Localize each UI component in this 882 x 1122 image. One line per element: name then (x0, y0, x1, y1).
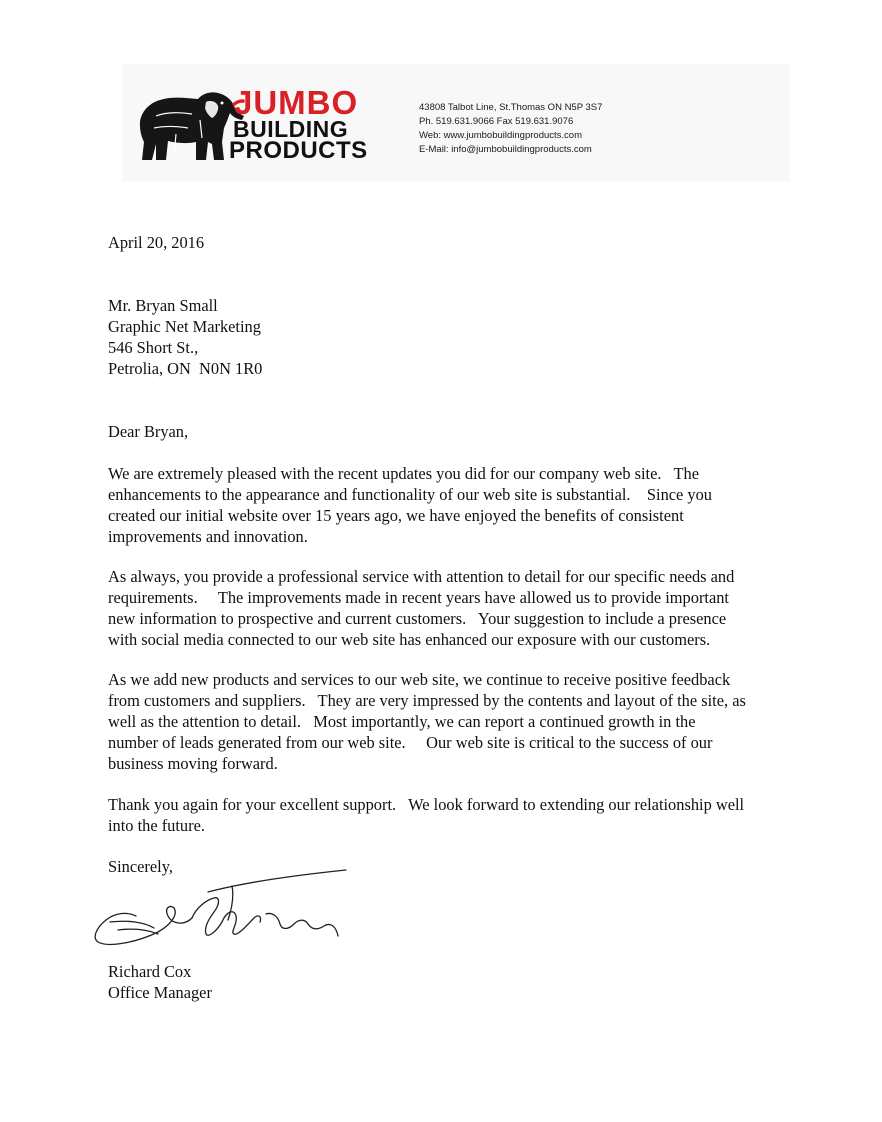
contact-email: E-Mail: info@jumbobuildingproducts.com (419, 144, 592, 155)
paragraph-line: from customers and suppliers. They are very impressed by the contents and layout of the site, as (108, 691, 746, 710)
signer-name: Richard Cox (108, 962, 192, 981)
paragraph-3 (108, 669, 788, 774)
paragraph-4 (108, 794, 788, 836)
recipient-address (108, 295, 788, 379)
paragraph-line: number of leads generated from our web site. Our web site is critical to the success of our (108, 733, 713, 752)
paragraph-line: with social media connected to our web site has enhanced our exposure with our customers. (108, 630, 711, 649)
paragraph-line: enhancements to the appearance and functionality of our web site is substantial. Since you (108, 485, 712, 504)
signer-title: Office Manager (108, 983, 212, 1002)
paragraph-line: We are extremely pleased with the recent updates you did for our company web site. The (108, 464, 699, 483)
contact-address: 43808 Talbot Line, St.Thomas ON N5P 3S7 (419, 102, 603, 113)
closing: Sincerely, (108, 857, 173, 876)
paragraph-line: new information to prospective and current customers. Your suggestion to include a presence (108, 609, 727, 628)
recipient-name: Mr. Bryan Small (108, 296, 218, 315)
logo-jumbo-text: JUMBO (234, 84, 359, 121)
recipient-street: 546 Short St., (108, 338, 199, 357)
paragraph-line: business moving forward. (108, 754, 278, 773)
logo-building-text: BUILDING (233, 116, 349, 142)
paragraph-line: As we add new products and services to our web site, we continue to receive positive feedback (108, 670, 731, 689)
logo-products-text: PRODUCTS (229, 137, 368, 164)
paragraph-line: Thank you again for your excellent support. We look forward to extending our relationship well (108, 795, 745, 814)
contact-block (419, 101, 602, 157)
company-logo (136, 86, 381, 166)
paragraph-line: well as the attention to detail. Most importantly, we can report a continued growth in the (108, 712, 696, 731)
signature (88, 868, 358, 958)
paragraph-line: improvements and innovation. (108, 527, 308, 546)
contact-phone-fax: Ph. 519.631.9066 Fax 519.631.9076 (419, 116, 574, 127)
paragraph-2 (108, 566, 788, 650)
salutation: Dear Bryan, (108, 422, 189, 441)
recipient-company: Graphic Net Marketing (108, 317, 261, 336)
paragraph-line: into the future. (108, 816, 205, 835)
contact-web: Web: www.jumbobuildingproducts.com (419, 130, 582, 141)
recipient-city: Petrolia, ON N0N 1R0 (108, 359, 263, 378)
paragraph-1 (108, 463, 788, 547)
paragraph-line: As always, you provide a professional service with attention to detail for our specific needs and (108, 567, 735, 586)
paragraph-line: created our initial website over 15 years ago, we have enjoyed the benefits of consistent (108, 506, 684, 525)
letter-date: April 20, 2016 (108, 233, 205, 252)
paragraph-line: requirements. The improvements made in recent years have allowed us to provide important (108, 588, 729, 607)
